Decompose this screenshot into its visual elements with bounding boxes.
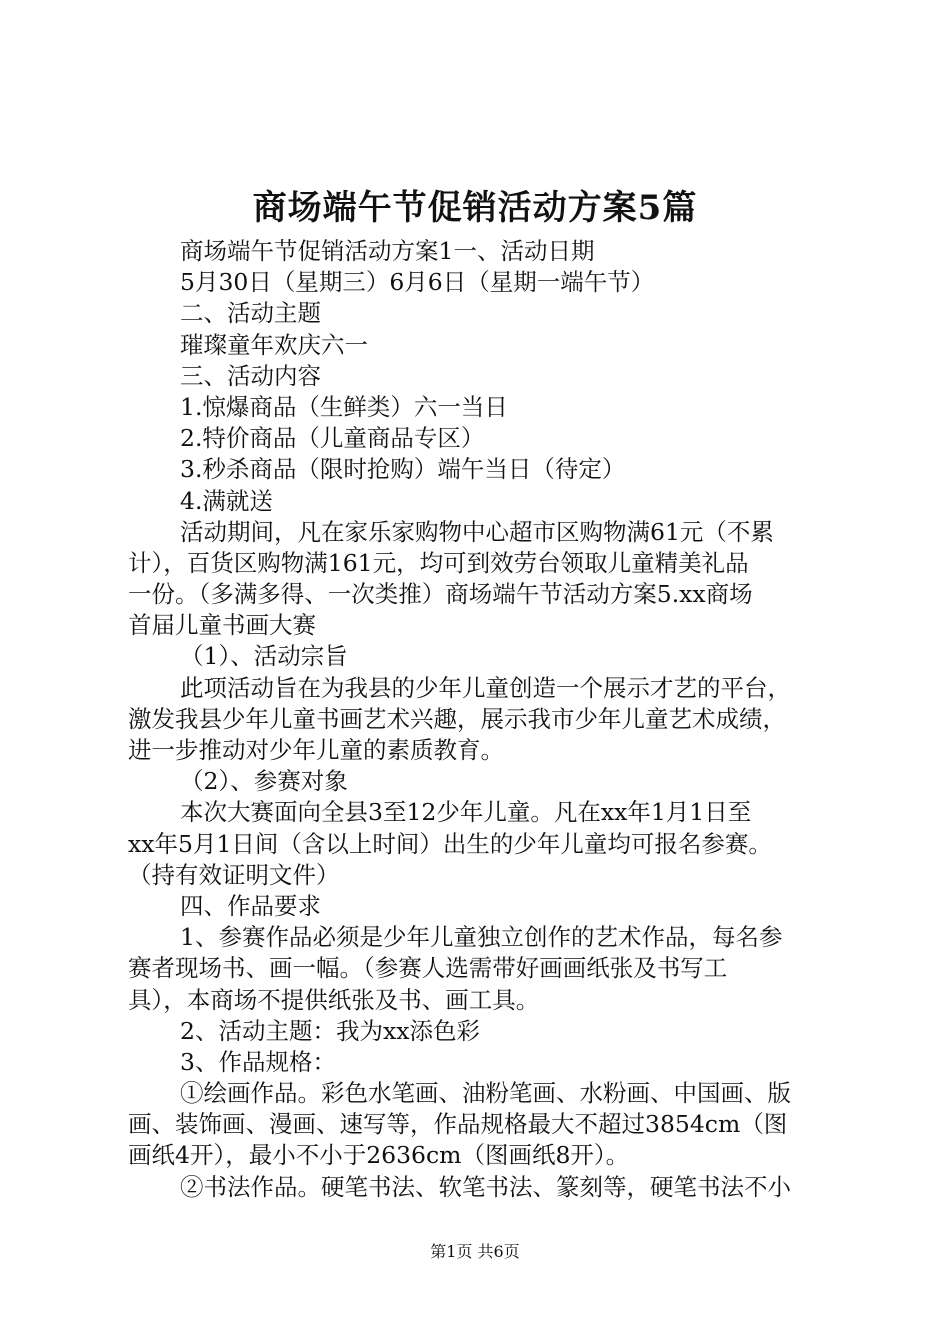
document-body [128,236,838,1203]
text-line: 三、活动内容 [180,361,321,390]
text-line: 此项活动旨在为我县的少年儿童创造一个展示才艺的平台， [180,673,791,702]
text-line: 激发我县少年儿童书画艺术兴趣，展示我市少年儿童艺术成绩， [128,704,786,733]
text-line: 二、活动主题 [180,299,321,328]
text-line: （1）、活动宗旨 [180,642,348,671]
text-line: 进一步推动对少年儿童的素质教育。 [128,736,504,764]
text-line: 首届儿童书画大赛 [128,611,316,640]
text-line: 商场端午节促销活动方案1一、活动日期 [180,237,595,265]
text-line: 画、装饰画、漫画、速写等，作品规格最大不超过3854cm（图 [128,1110,788,1139]
text-line: 四、作品要求 [180,891,321,920]
text-line: 璀璨童年欢庆六一 [180,330,368,359]
text-line: 赛者现场书、画一幅。（参赛人选需带好画画纸张及书写工 [128,954,728,983]
text-line: ①绘画作品。彩色水笔画、油粉笔画、水粉画、中国画、版 [180,1079,791,1108]
text-line: 计），百货区购物满161元，均可到效劳台领取儿童精美礼品 [128,548,749,577]
text-line: 4.满就送 [180,486,273,515]
text-line: 5月30日（星期三）6月6日（星期一端午节） [180,268,655,297]
text-line: 2.特价商品（儿童商品专区） [180,424,485,453]
text-line: 一份。（多满多得、一次类推）商场端午节活动方案5.xx商场 [128,580,753,609]
text-line: 1.惊爆商品（生鲜类）六一当日 [180,392,508,421]
text-line: 3、作品规格： [180,1047,336,1076]
text-line: 活动期间，凡在家乐家购物中心超市区购物满61元（不累 [180,517,774,546]
text-line: （2）、参赛对象 [180,767,348,796]
document-title: 商场端午节促销活动方案5篇 [252,188,698,228]
text-line: 2、活动主题：我为xx添色彩 [180,1016,480,1045]
text-line: xx年5月1日间（含以上时间）出生的少年儿童均可报名参赛。 [128,829,772,858]
text-line: 1、参赛作品必须是少年儿童独立创作的艺术作品，每名参 [180,923,783,952]
text-line: （持有效证明文件） [128,860,340,889]
text-line: 3.秒杀商品（限时抢购）端午当日（待定） [180,455,626,484]
page-footer: 第1页 共6页 [430,1242,520,1261]
text-line: ②书法作品。硬笔书法、软笔书法、篆刻等，硬笔书法不小 [180,1172,791,1201]
text-line: 画纸4开），最小不小于2636cm（图画纸8开）。 [128,1141,630,1170]
text-line: 具），本商场不提供纸张及书、画工具。 [128,985,540,1014]
text-line: 本次大赛面向全县3至12少年儿童。凡在xx年1月1日至 [180,798,752,827]
